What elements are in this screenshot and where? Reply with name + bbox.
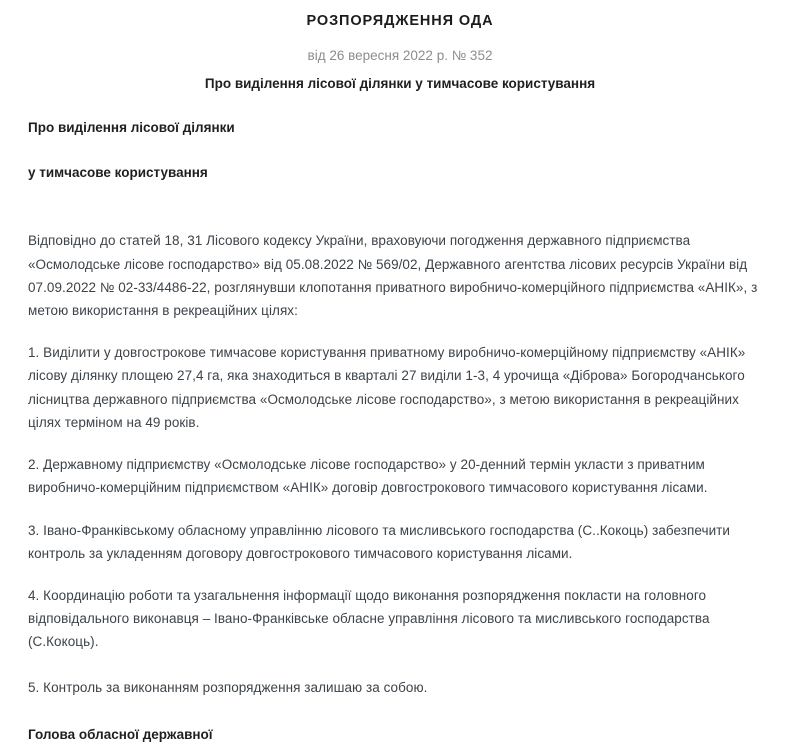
heading-line-1: Про виділення лісової ділянки	[28, 119, 235, 135]
clause-item-4: 4. Координацію роботи та узагальнення інформації щодо виконання розпорядження покласти на головного відповідального виконавця – Івано-Франківське обласне управління лісового та мисливського господарства (С.Кокоць).	[28, 588, 710, 650]
signature-line: Голова обласної державної	[28, 726, 213, 742]
intro-paragraph: Відповідно до статей 18, 31 Лісового кодексу України, враховуючи погодження державного підприємства «Осмолодське лісове господарство» від 05.08.2022 № 569/02, Державного агентства лісових ресурсів України від 07.09.2022 № 02-33/4486-22, розглянувши клопотання приватного виробничо-комерційного підприємства «АНІК», з метою використання в рекреаційних цілях:	[28, 233, 758, 319]
document-date-number: від 26 вересня 2022 р. № 352	[307, 47, 493, 63]
heading-line-2: у тимчасове користування	[28, 164, 208, 180]
clause-item-2: 2. Державному підприємству «Осмолодське лісове господарство» у 20-денний термін укласти з приватним виробничо-комерційним підприємством «АНІК» договір довгострокового тимчасового користування лісами.	[28, 457, 708, 496]
document-subject: Про виділення лісової ділянки у тимчасове користування	[204, 76, 596, 92]
clause-item-3: 3. Івано-Франківському обласному управлінню лісового та мисливського господарства (С..Кокоць) забезпечити контроль за укладенням договору довгострокового тимчасового користування лісами.	[28, 522, 731, 561]
clause-item-1: 1. Виділити у довгострокове тимчасове користування приватному виробничо-комерційному підприємству «АНІК» лісову ділянку площею 27,4 га, яка знаходиться в кварталі 27 виділи 1-3, 4 урочища «Діброва» Богородчанського лісництва державного підприємства «Осмолодське лісове господарство», з метою використання в рекреаційних цілях терміном на 49 років.	[28, 345, 746, 430]
document-body	[0, 94, 800, 745]
clause-item-5: 5. Контроль за виконанням розпорядження залишаю за собою.	[28, 679, 428, 695]
document-title: РОЗПОРЯДЖЕННЯ ОДА	[306, 13, 494, 29]
